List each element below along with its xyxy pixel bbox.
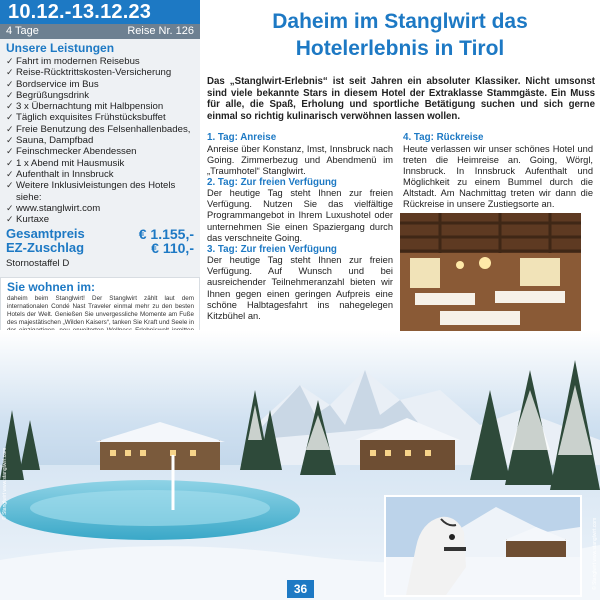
trip-info-bar: [0, 24, 200, 39]
day1-text: Anreise über Konstanz, Imst, Innsbruck nach Going. Zimmerbezug und Abendmenü im „Traumhotel“ Stanglwirt.: [207, 143, 393, 176]
day4-title: 4. Tag: Rückreise: [403, 132, 484, 143]
day3-title: 3. Tag: Zur freien Verfügung: [207, 243, 337, 255]
service-item: ✓ Freie Benutzung des Felsenhallenbades,: [6, 124, 196, 135]
hotel-interior-photo: [400, 213, 581, 331]
service-item: ✓ Fahrt im modernen Reisebus: [6, 56, 196, 67]
photo-credit-left: © Stanglwirt www.stanglwirt.com: [2, 447, 8, 520]
photo-credit-right: © Stanglwirt www.stanglwirt.com: [592, 517, 598, 590]
services-list: [0, 56, 200, 225]
services-heading: Unsere Leistungen: [6, 41, 115, 55]
article-title-line1: Daheim im Stanglwirt das: [272, 10, 528, 33]
day3-text: Der heutige Tag steht Ihnen zur freien Verfügung. Auf Wunsch und bei ausreichender Teilnehmeranzahl bieten wir Ihnen gegen einen geringen Aufpreis eine schöne Halbtagesfahrt ins nahegelegen Kitzbühel an.: [207, 255, 393, 321]
article-column-right: [403, 132, 593, 210]
service-item: ✓ Reise-Rücktrittskosten-Versicherung: [6, 67, 196, 78]
service-item: ✓ Weitere Inklusivleistungen des Hotels siehe:: [6, 180, 196, 203]
single-supplement-row: [0, 241, 200, 255]
service-item: ✓ Aufenthalt in Innsbruck: [6, 169, 196, 180]
service-item: ✓ Begrüßungsdrink: [6, 90, 196, 101]
service-item-url[interactable]: ✓ www.stanglwirt.com: [6, 203, 196, 214]
service-item: ✓ Sauna, Dampfbad: [6, 135, 196, 146]
total-price-label: Gesamtpreis: [6, 226, 85, 242]
service-item: ✓ Bordservice im Bus: [6, 79, 196, 90]
day1-title: 1. Tag: Anreise: [207, 132, 277, 143]
day2-title: 2. Tag: Zur freien Verfügung: [207, 176, 337, 188]
single-supplement-label: EZ-Zuschlag: [6, 240, 85, 256]
service-item: ✓ 1 x Abend mit Hausmusik: [6, 158, 196, 169]
total-price-value: € 1.155,-: [138, 226, 194, 243]
article-intro: Das „Stanglwirt-Erlebnis“ ist seit Jahren ein absoluter Klassiker. Nicht umsonst sind viele bekannte Stars in diesem Hotel der Extraklasse Stammgäste. Ein Muss für alle, die Spaß, Erholung und sportliche Betätigung suchen und sich gerne einmal so richtig kulinarisch verwöhnen lassen wollen.: [207, 76, 595, 122]
single-supplement-value: € 110,-: [151, 240, 194, 257]
article-title: [205, 8, 595, 62]
service-item: ✓ Feinschmecker Abendessen: [6, 146, 196, 157]
horse-sleigh-photo: [384, 495, 582, 597]
trip-duration: 4 Tage: [6, 25, 39, 37]
trip-dates: 10.12.-13.12.23: [0, 0, 200, 24]
cancellation-scale: Stornostaffel D: [6, 258, 70, 270]
day4-text: Heute verlassen wir unser schönes Hotel und treten die Heimreise an. Going, Wörgl, Innsbruck. In Innsbruck Aufenthalt und Möglichkeit zu einem Bummel durch die Altstadt. Am Nachmittag treten wir dann die Rückreise in unsere Zustiegsorte an.: [403, 143, 593, 209]
page-number: 36: [287, 580, 314, 598]
total-price-row: [0, 227, 200, 241]
article-title-line2: Hotelerlebnis in Tirol: [295, 37, 505, 60]
article-column-left: [207, 132, 393, 322]
accommodation-title: Sie wohnen im:: [7, 280, 96, 294]
service-item: ✓ Täglich exquisites Frühstücksbuffet: [6, 112, 196, 123]
service-item: ✓ 3 x Übernachtung mit Halbpension: [6, 101, 196, 112]
accommodation-text: daheim beim Stanglwirt! Der Stanglwirt zählt laut dem internationalen Condé Nast Traveler einmal mehr zu den besten Hotels der Welt. Genießen Sie unvergessliche Momente am Fuße des majestätischen „Wilden Kaisers“, tanken Sie Kraft und Seele in: [7, 295, 194, 326]
trip-number: Reise Nr. 126: [127, 25, 194, 37]
day2-text: Der heutige Tag steht Ihnen zur freien Verfügung. Nutzen Sie das vielfältige Programmangebot in Ihrem Luxushotel oder unternehmen Sie einen Spaziergang durch das verschneite Going.: [207, 188, 393, 243]
service-item: ✓ Kurtaxe: [6, 214, 196, 225]
